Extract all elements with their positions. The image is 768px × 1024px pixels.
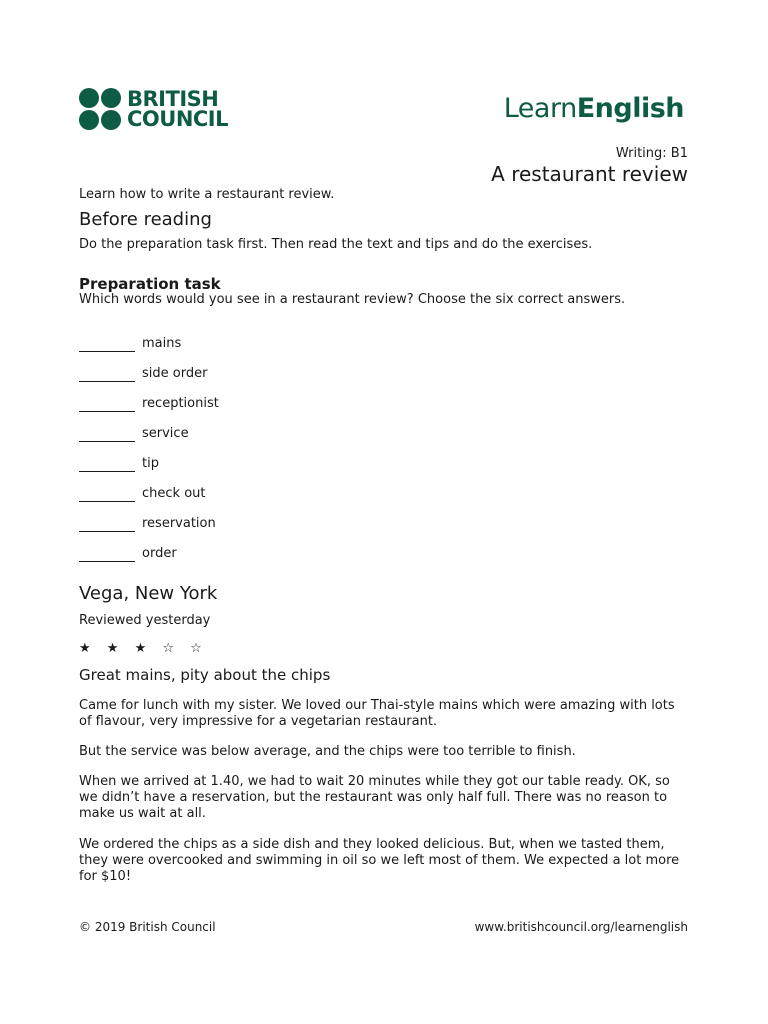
learnenglish-logo: LearnEnglish: [503, 93, 684, 124]
british-council-wordmark: BRITISH COUNCIL: [127, 87, 228, 131]
answer-blank[interactable]: [79, 396, 135, 412]
review-date: Reviewed yesterday: [79, 613, 211, 628]
answer-blank[interactable]: [79, 516, 135, 532]
list-item: tip: [79, 456, 219, 486]
list-item: check out: [79, 486, 219, 516]
list-item: mains: [79, 336, 219, 366]
list-item: service: [79, 426, 219, 456]
british-council-dots-icon: [79, 88, 121, 130]
list-item: reservation: [79, 516, 219, 546]
restaurant-name: Vega, New York: [79, 583, 218, 604]
before-reading-text: Do the preparation task first. Then read the text and tips and do the exercises.: [79, 237, 593, 252]
review-paragraph: We ordered the chips as a side dish and they looked delicious. But, when we tasted them, they were overcooked and swimming in oil so we left most of them. We expected a lot more for $10!: [79, 837, 680, 884]
list-item: side order: [79, 366, 219, 396]
list-item: order: [79, 546, 219, 576]
intro-text: Learn how to write a restaurant review.: [79, 187, 335, 202]
review-paragraph: When we arrived at 1.40, we had to wait 20 minutes while they got our table ready. OK, so we didn’t have a reservation, but the restaurant was only half full. There was no reason to make us wait at all.: [79, 774, 670, 821]
level-label: Writing: B1: [615, 146, 688, 161]
answer-blank[interactable]: [79, 546, 135, 562]
star-rating-icon: ★ ★ ★ ☆ ☆: [79, 641, 208, 656]
page-title: A restaurant review: [491, 162, 688, 186]
list-item: receptionist: [79, 396, 219, 426]
word-list: [79, 336, 219, 576]
review-headline: Great mains, pity about the chips: [79, 666, 331, 684]
copyright: © 2019 British Council: [79, 920, 216, 934]
answer-blank[interactable]: [79, 336, 135, 352]
preparation-heading: Preparation task: [79, 275, 221, 293]
answer-blank[interactable]: [79, 366, 135, 382]
review-paragraph: But the service was below average, and the chips were too terrible to finish.: [79, 744, 576, 759]
answer-blank[interactable]: [79, 486, 135, 502]
answer-blank[interactable]: [79, 456, 135, 472]
footer-link[interactable]: www.britishcouncil.org/learnenglish: [474, 920, 688, 934]
british-council-logo: [79, 88, 228, 130]
before-reading-heading: Before reading: [79, 209, 212, 230]
answer-blank[interactable]: [79, 426, 135, 442]
review-paragraph: Came for lunch with my sister. We loved our Thai-style mains which were amazing with lots of flavour, very impressive for a vegetarian restaurant.: [79, 698, 675, 729]
preparation-instruction: Which words would you see in a restaurant review? Choose the six correct answers.: [79, 292, 626, 307]
